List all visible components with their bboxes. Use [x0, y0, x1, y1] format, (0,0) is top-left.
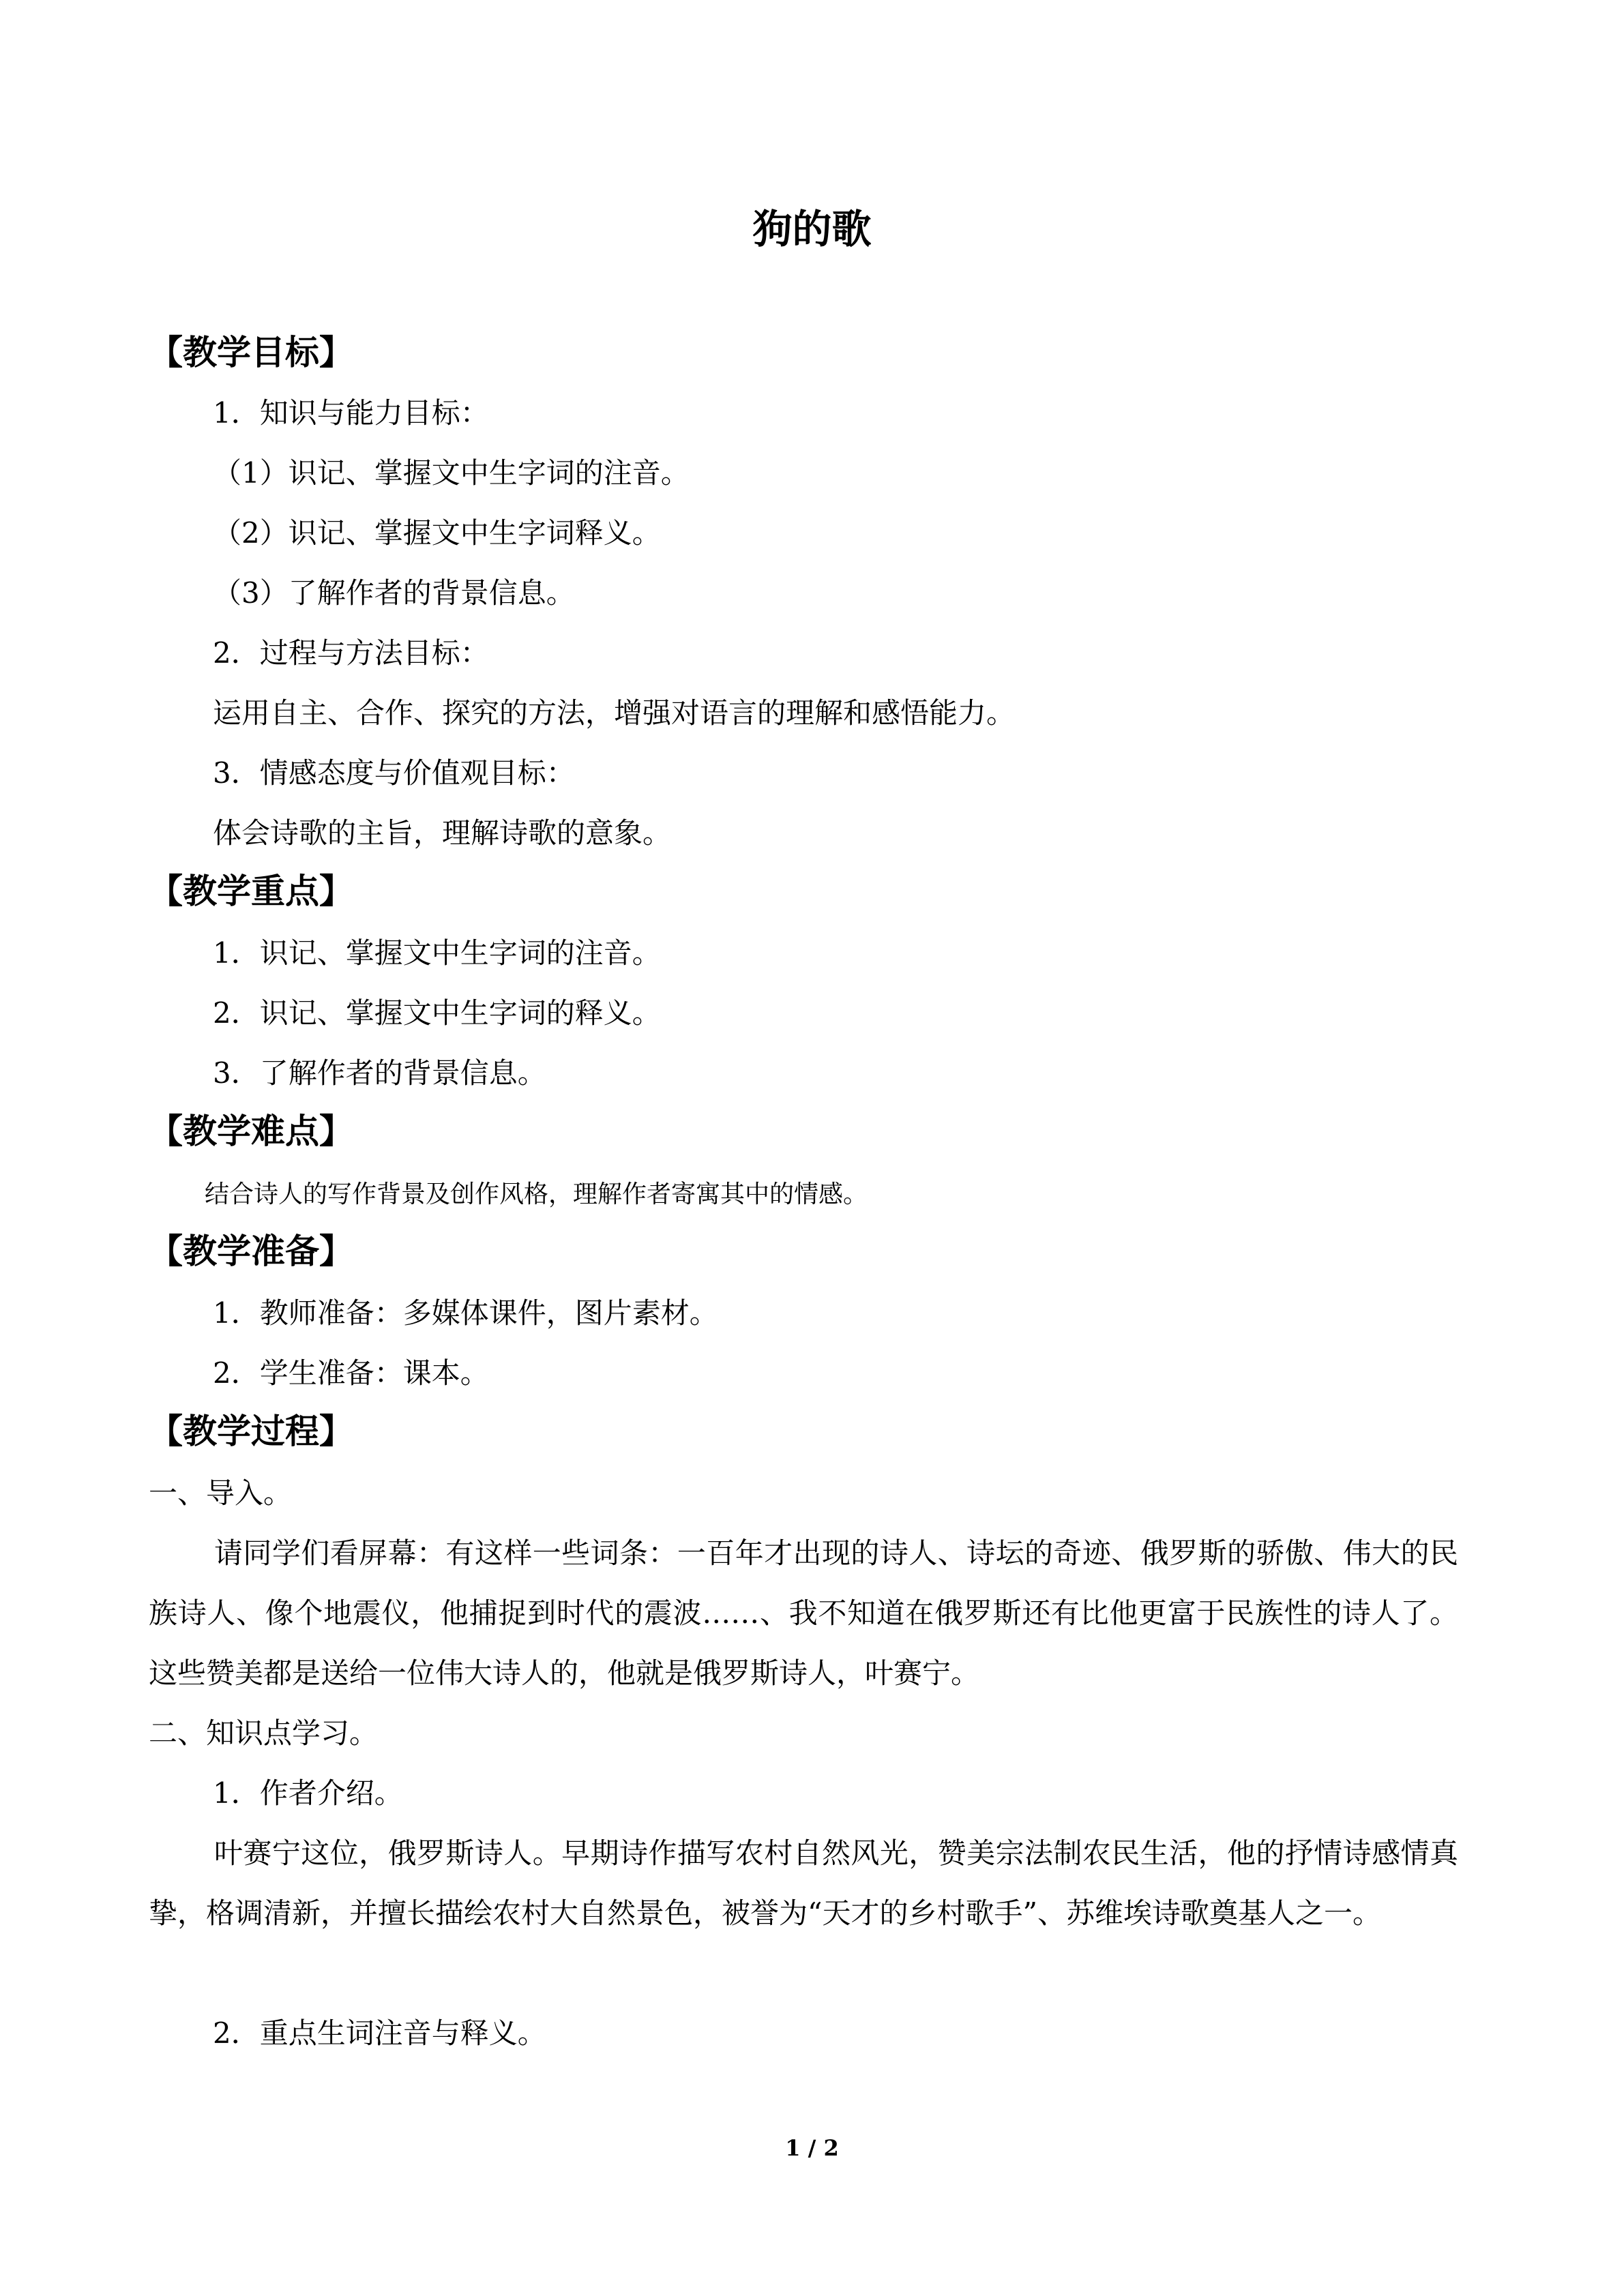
section-heading-objectives: 【教学目标】 — [149, 333, 353, 372]
process-sub2-title: 2．重点生词注音与释义。 — [213, 2016, 546, 2050]
process-sub1-title: 1．作者介绍。 — [213, 1776, 403, 1810]
section-heading-difficulties: 【教学难点】 — [149, 1112, 353, 1151]
preparation-item: 2．学生准备：课本。 — [213, 1356, 489, 1390]
process-part1-title: 一、导入。 — [149, 1476, 293, 1510]
difficulty-text: 结合诗人的写作背景及创作风格，理解作者寄寓其中的情感。 — [205, 1180, 868, 1208]
section-heading-process: 【教学过程】 — [149, 1412, 353, 1451]
objective-item: 1．知识与能力目标： — [213, 396, 489, 430]
section-heading-preparation: 【教学准备】 — [149, 1232, 353, 1271]
objective-item: 体会诗歌的主旨，理解诗歌的意象。 — [213, 816, 672, 850]
objective-item: （1）识记、掌握文中生字词的注音。 — [213, 456, 690, 490]
key-point-item: 1．识记、掌握文中生字词的注音。 — [213, 936, 661, 970]
objective-item: 3．情感态度与价值观目标： — [213, 756, 575, 790]
key-point-item: 2．识记、掌握文中生字词的释义。 — [213, 996, 661, 1030]
process-sub1-text: 叶赛宁这位，俄罗斯诗人。早期诗作描写农村自然风光，赞美宗法制农民生活，他的抒情诗感情真挚，格调清新，并擅长描绘农村大自然景色，被誉为“天才的乡村歌手”、苏维埃诗歌奠基人之一。 — [149, 1836, 1458, 1930]
objective-item: （3）了解作者的背景信息。 — [213, 576, 575, 610]
key-point-item: 3．了解作者的背景信息。 — [213, 1056, 546, 1090]
preparation-item: 1．教师准备：多媒体课件，图片素材。 — [213, 1296, 718, 1330]
page-number: 1 / 2 — [785, 2135, 839, 2161]
page-title: 狗的歌 — [752, 206, 872, 252]
objective-item: 运用自主、合作、探究的方法，增强对语言的理解和感悟能力。 — [213, 696, 1016, 730]
process-part2-title: 二、知识点学习。 — [149, 1716, 379, 1750]
objective-item: 2．过程与方法目标： — [213, 636, 489, 670]
section-heading-key-points: 【教学重点】 — [149, 871, 353, 911]
objective-item: （2）识记、掌握文中生字词释义。 — [213, 516, 661, 550]
process-part1-text: 请同学们看屏幕：有这样一些词条：一百年才出现的诗人、诗坛的奇迹、俄罗斯的骄傲、伟大的民族诗人、像个地震仪，他捕捉到时代的震波……、我不知道在俄罗斯还有比他更富于民族性的诗人了。这些赞美都是送给一位伟大诗人的，他就是俄罗斯诗人，叶赛宁。 — [149, 1536, 1458, 1690]
